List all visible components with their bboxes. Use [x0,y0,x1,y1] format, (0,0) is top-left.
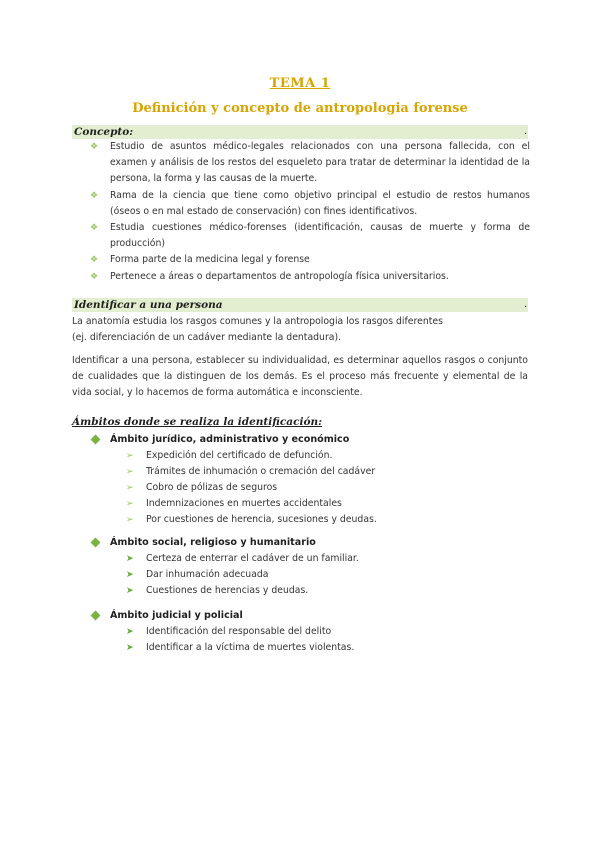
list-item: ➢ Por cuestiones de herencia, sucesiones y deudas. [126,512,532,528]
ambito-items [92,448,532,528]
list-item: ➤ Dar inhumación adecuada [126,567,532,583]
list-item: ➤ Certeza de enterrar el cadáver de un familiar. [126,551,532,567]
ambito-group-judicial [92,608,532,656]
list-item: ➤ Identificar a la víctima de muertes violentas. [126,640,532,656]
list-item: ❖ Rama de la ciencia que tiene como objetivo principal el estudio de restos humanos (óseos o en mal estado de conservación) con fines identificativos. [90,189,530,217]
identificar-dot: . [524,299,528,310]
outline-arrow-icon: ➢ [126,483,134,493]
list-item: ❖ Forma parte de la medicina legal y forense [90,252,530,268]
checkmark-bullet-icon: ❖ [90,223,99,234]
ambito-items [92,624,532,656]
ambito-group-social [92,535,532,599]
concepto-highlight-bar [72,125,528,139]
outline-arrow-icon: ➢ [126,515,134,525]
list-item: ➤ Identificación del responsable del delito [126,624,532,640]
ambito-title: Ámbito social, religioso y humanitario [92,535,532,551]
checkmark-bullet-icon: ❖ [90,255,99,266]
identificar-heading: Identificar a una persona [74,299,223,311]
identificar-paragraph: Identificar a una persona, establecer su individualidad, es determinar aquellos rasgos o conjunto de cualidades que la distinguen de los demás. Es el proceso más frecuente y elemental de la vida social, y lo hacemos de forma automática e inconsciente. [72,355,528,399]
concepto-dot: . [524,126,528,137]
solid-arrow-icon: ➤ [126,627,134,637]
ambito-items [92,551,532,599]
concepto-bullet-list [90,139,530,285]
checkmark-bullet-icon: ❖ [90,190,99,201]
diamond-icon [91,538,101,548]
outline-arrow-icon: ➢ [126,467,134,477]
solid-arrow-icon: ➤ [126,586,134,596]
list-item: ➢ Indemnizaciones en muertes accidentales [126,496,532,512]
list-item: ➢ Trámites de inhumación o cremación del cadáver [126,464,532,480]
diamond-icon [91,611,101,621]
ambito-group-juridico [92,432,532,528]
document-subtitle: Definición y concepto de antropologia forense [132,101,468,116]
ambito-title: Ámbito jurídico, administrativo y económico [92,432,532,448]
topic-title: TEMA 1 [269,76,331,91]
list-item: ❖ Estudia cuestiones médico-forenses (identificación, causas de muerte y forma de producción) [90,222,530,250]
list-item: ➤ Cuestiones de herencias y deudas. [126,583,532,599]
list-item: ➢ Cobro de pólizas de seguros [126,480,532,496]
solid-arrow-icon: ➤ [126,570,134,580]
concepto-heading: Concepto: [74,126,134,138]
diamond-icon [91,435,101,445]
checkmark-bullet-icon: ❖ [90,271,99,282]
anatomia-paragraph: La anatomía estudia los rasgos comunes y la antropologia los rasgos diferentes (ej. diferenciación de un cadáver mediante la dentadura). [72,316,443,344]
outline-arrow-icon: ➢ [126,451,134,461]
solid-arrow-icon: ➤ [126,554,134,564]
checkmark-bullet-icon: ❖ [90,142,99,152]
list-item: ❖ Estudio de asuntos médico-legales relacionados con una persona fallecida, con el examen y análisis de los restos del esqueleto para tratar de determinar la identidad de la persona, la forma y las causas de la muerte. [90,141,530,185]
solid-arrow-icon: ➤ [126,643,134,653]
list-item: ❖ Pertenece a áreas o departamentos de antropología física universitarios. [90,269,530,285]
ambito-title: Ámbito judicial y policial [92,608,532,624]
outline-arrow-icon: ➢ [126,499,134,509]
list-item: ➢ Expedición del certificado de defunción. [126,448,532,464]
ambitos-heading: Ámbitos donde se realiza la identificación: [72,416,322,428]
